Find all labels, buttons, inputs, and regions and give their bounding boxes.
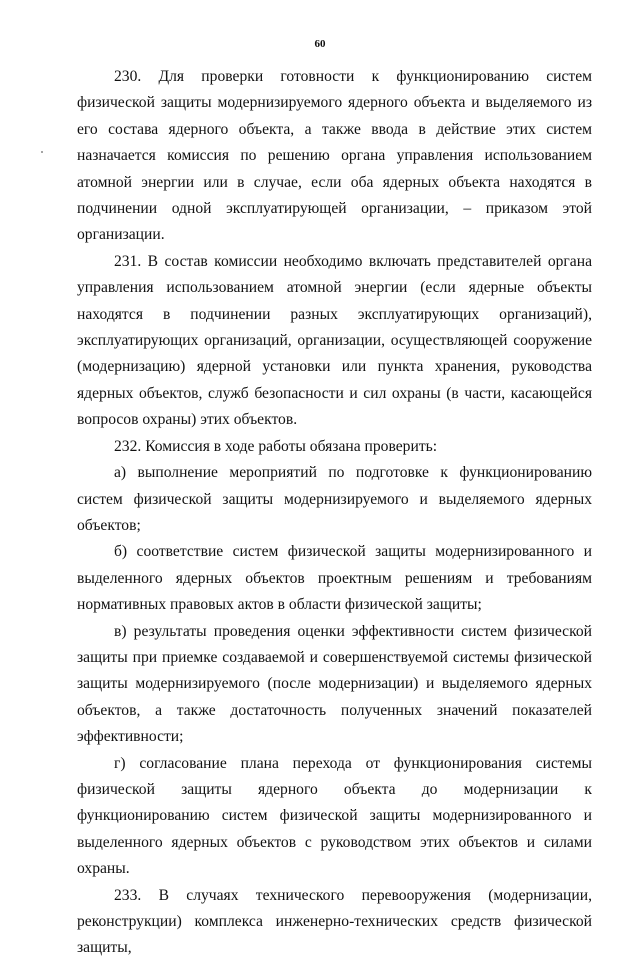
paragraph-232-g: г) согласование плана перехода от функционирования системы физической защиты ядерного объекта до модернизации к функционированию систем физической защиты модернизированного и выделенного ядерных объектов с руководством этих объектов и силами охраны.	[77, 754, 592, 878]
page-number: 60	[314, 38, 326, 50]
paragraph-230: 230. Для проверки готовности к функционированию систем физической защиты модернизируемого ядерного объекта и выделяемого из его состава ядерного объекта, а также ввода в действие этих систем назначается комиссия по решению органа управления использованием атомной энергии или в случае, если оба ядерных объекта находятся в подчинении одной эксплуатирующей организации, – приказом этой организации.	[77, 68, 592, 244]
paragraph-232-v: в) результаты проведения оценки эффективности систем физической защиты при приемке создаваемой и совершенствуемой системы физической защиты модернизируемого (после модернизации) и выделяемого ядерных объектов, а также достаточность полученных значений показателей эффективности;	[77, 622, 592, 746]
paragraph-232: 232. Комиссия в ходе работы обязана проверить:	[114, 437, 438, 455]
paragraph-231: 231. В состав комиссии необходимо включать представителей органа управления использованием атомной энергии (если ядерные объекты находятся в подчинении разных эксплуатирующих организаций), эксплуатирующих организаций, организации, осуществляющей сооружение (модернизацию) ядерной установки или пункта хранения, руководства ядерных объектов, служб безопасности и сил охраны (в части, касающейся вопросов охраны) этих объектов.	[77, 252, 592, 429]
page-body	[77, 64, 592, 962]
paragraph-233: 233. В случаях технического перевооружения (модернизации, реконструкции) комплекса инженерно-технических средств физической защиты,	[77, 886, 592, 957]
paragraph-232-b: б) соответствие систем физической защиты модернизированного и выделенного ядерных объектов проектным решениям и требованиям нормативных правовых актов в области физической защиты;	[77, 543, 592, 614]
scan-speck	[41, 151, 43, 153]
paragraph-232-a: а) выполнение мероприятий по подготовке к функционированию систем физической защиты модернизируемого и выделяемого ядерных объектов;	[77, 464, 592, 534]
